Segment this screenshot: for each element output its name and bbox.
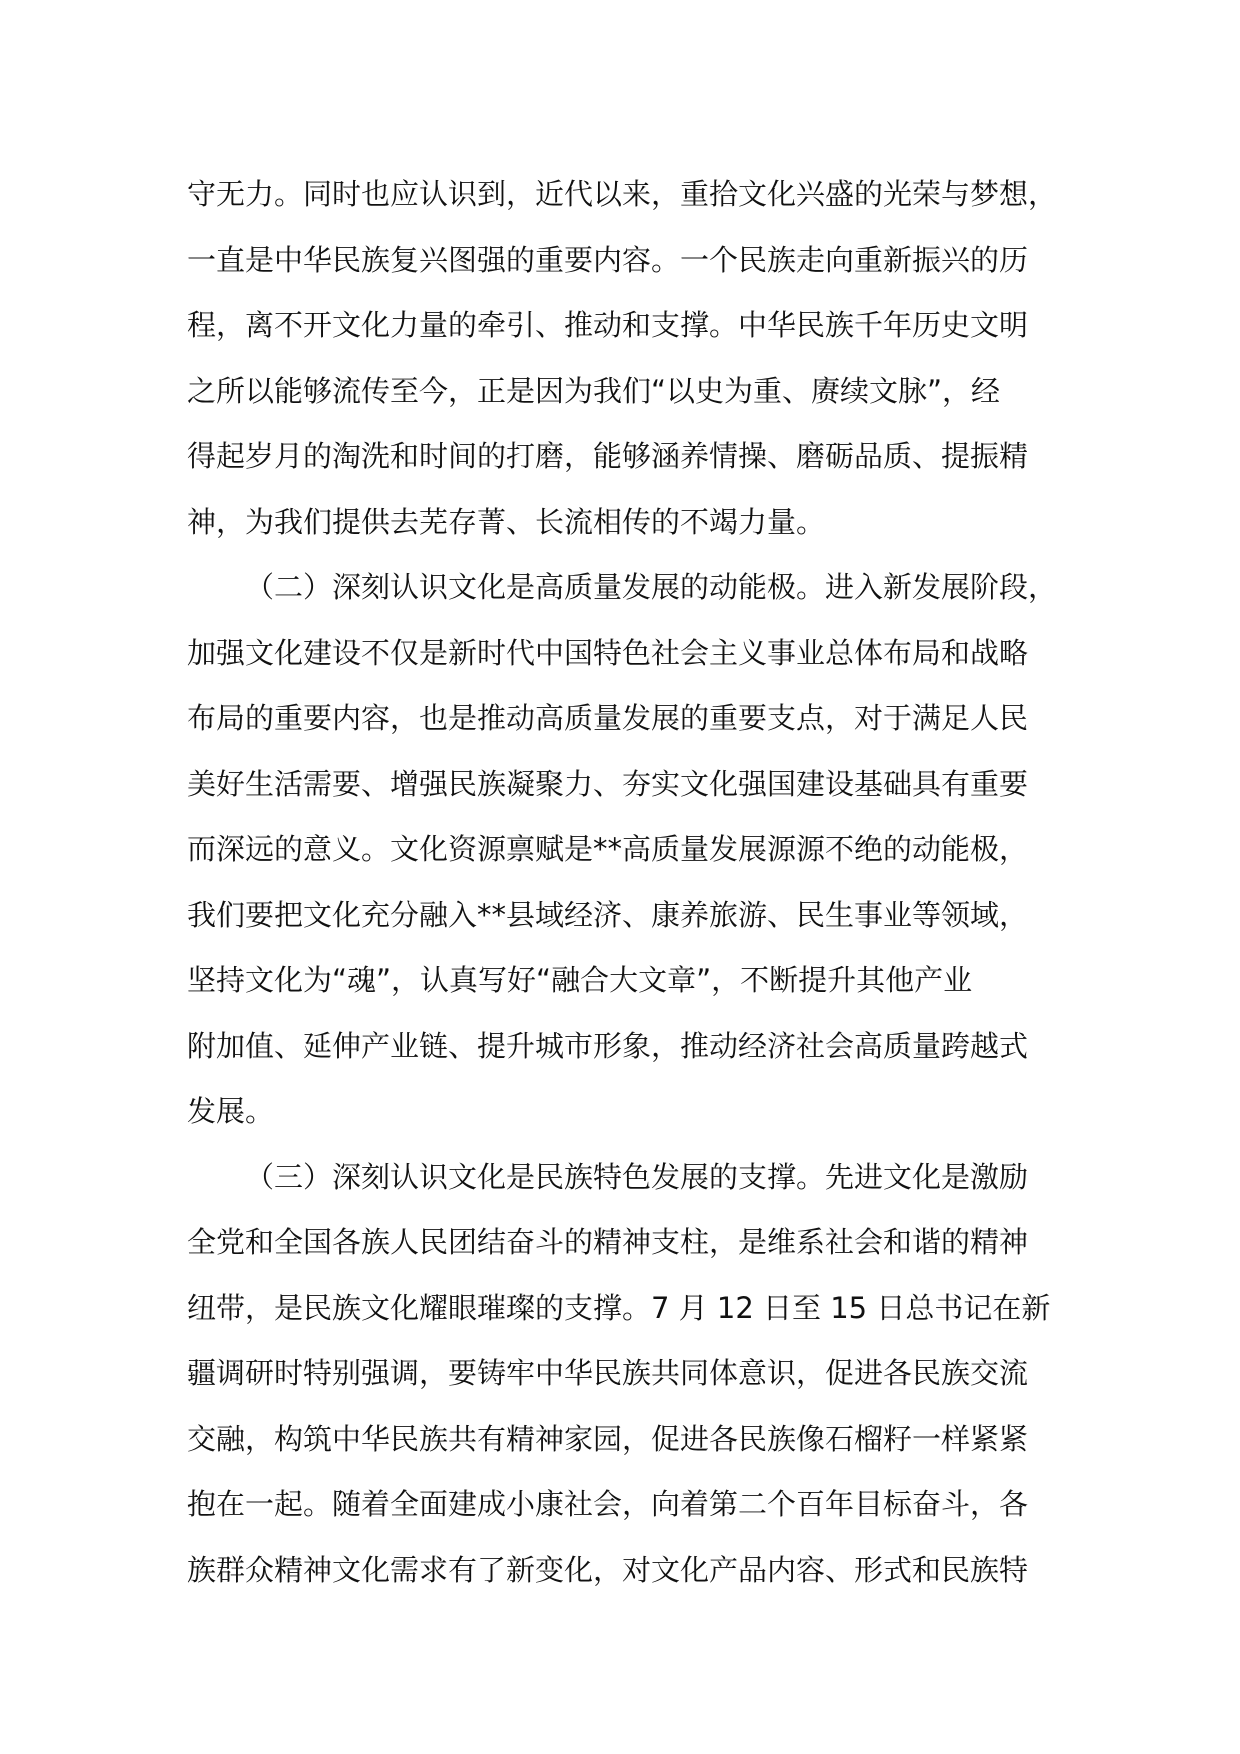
text-line: 坚持文化为“魂”，认真写好“融合大文章”，不断提升其他产业 xyxy=(187,963,973,997)
section-heading-line: （二）深刻认识文化是高质量发展的动能极。进入新发展阶段， xyxy=(245,570,1058,604)
text-line: 得起岁月的淘洗和时间的打磨，能够涵养情操、磨砺品质、提振精 xyxy=(187,439,1029,473)
text-line: 交融，构筑中华民族共有精神家园，促进各民族像石榴籽一样紧紧 xyxy=(187,1421,1029,1456)
section-heading-line: （三）深刻认识文化是民族特色发展的支撑。先进文化是激励 xyxy=(245,1159,1029,1194)
text-line: 我们要把文化充分融入**县域经济、康养旅游、民生事业等领域， xyxy=(187,897,1029,932)
text-line: 疆调研时特别强调，要铸牢中华民族共同体意识，促进各民族交流 xyxy=(187,1356,1029,1390)
text-line: 程，离不开文化力量的牵引、推动和支撑。中华民族千年历史文明 xyxy=(187,308,1029,342)
text-line: 之所以能够流传至今，正是因为我们“以史为重、赓续文脉”，经 xyxy=(187,373,1001,408)
text-line: 族群众精神文化需求有了新变化，对文化产品内容、形式和民族特 xyxy=(187,1552,1029,1587)
text-line: 加强文化建设不仅是新时代中国特色社会主义事业总体布局和战略 xyxy=(187,635,1029,670)
text-line: 神，为我们提供去芜存菁、长流相传的不竭力量。 xyxy=(187,504,826,539)
text-line: 布局的重要内容，也是推动高质量发展的重要支点，对于满足人民 xyxy=(187,701,1029,735)
text-line: 发展。 xyxy=(187,1094,275,1128)
text-line: 抱在一起。随着全面建成小康社会，向着第二个百年目标奋斗，各 xyxy=(187,1487,1029,1521)
text-line: 守无力。同时也应认识到，近代以来，重拾文化兴盛的光荣与梦想， xyxy=(187,177,1058,211)
body-text xyxy=(187,162,1087,1603)
text-line: 纽带，是民族文化耀眼璀璨的支撑。7 月 12 日至 15 日总书记在新 xyxy=(187,1290,1051,1325)
text-line: 美好生活需要、增强民族凝聚力、夯实文化强国建设基础具有重要 xyxy=(187,766,1029,801)
text-line: 而深远的意义。文化资源禀赋是**高质量发展源源不绝的动能极， xyxy=(187,832,1029,866)
text-line: 一直是中华民族复兴图强的重要内容。一个民族走向重新振兴的历 xyxy=(187,242,1029,277)
text-line: 附加值、延伸产业链、提升城市形象，推动经济社会高质量跨越式 xyxy=(187,1028,1029,1063)
text-line: 全党和全国各族人民团结奋斗的精神支柱，是维系社会和谐的精神 xyxy=(187,1225,1029,1259)
